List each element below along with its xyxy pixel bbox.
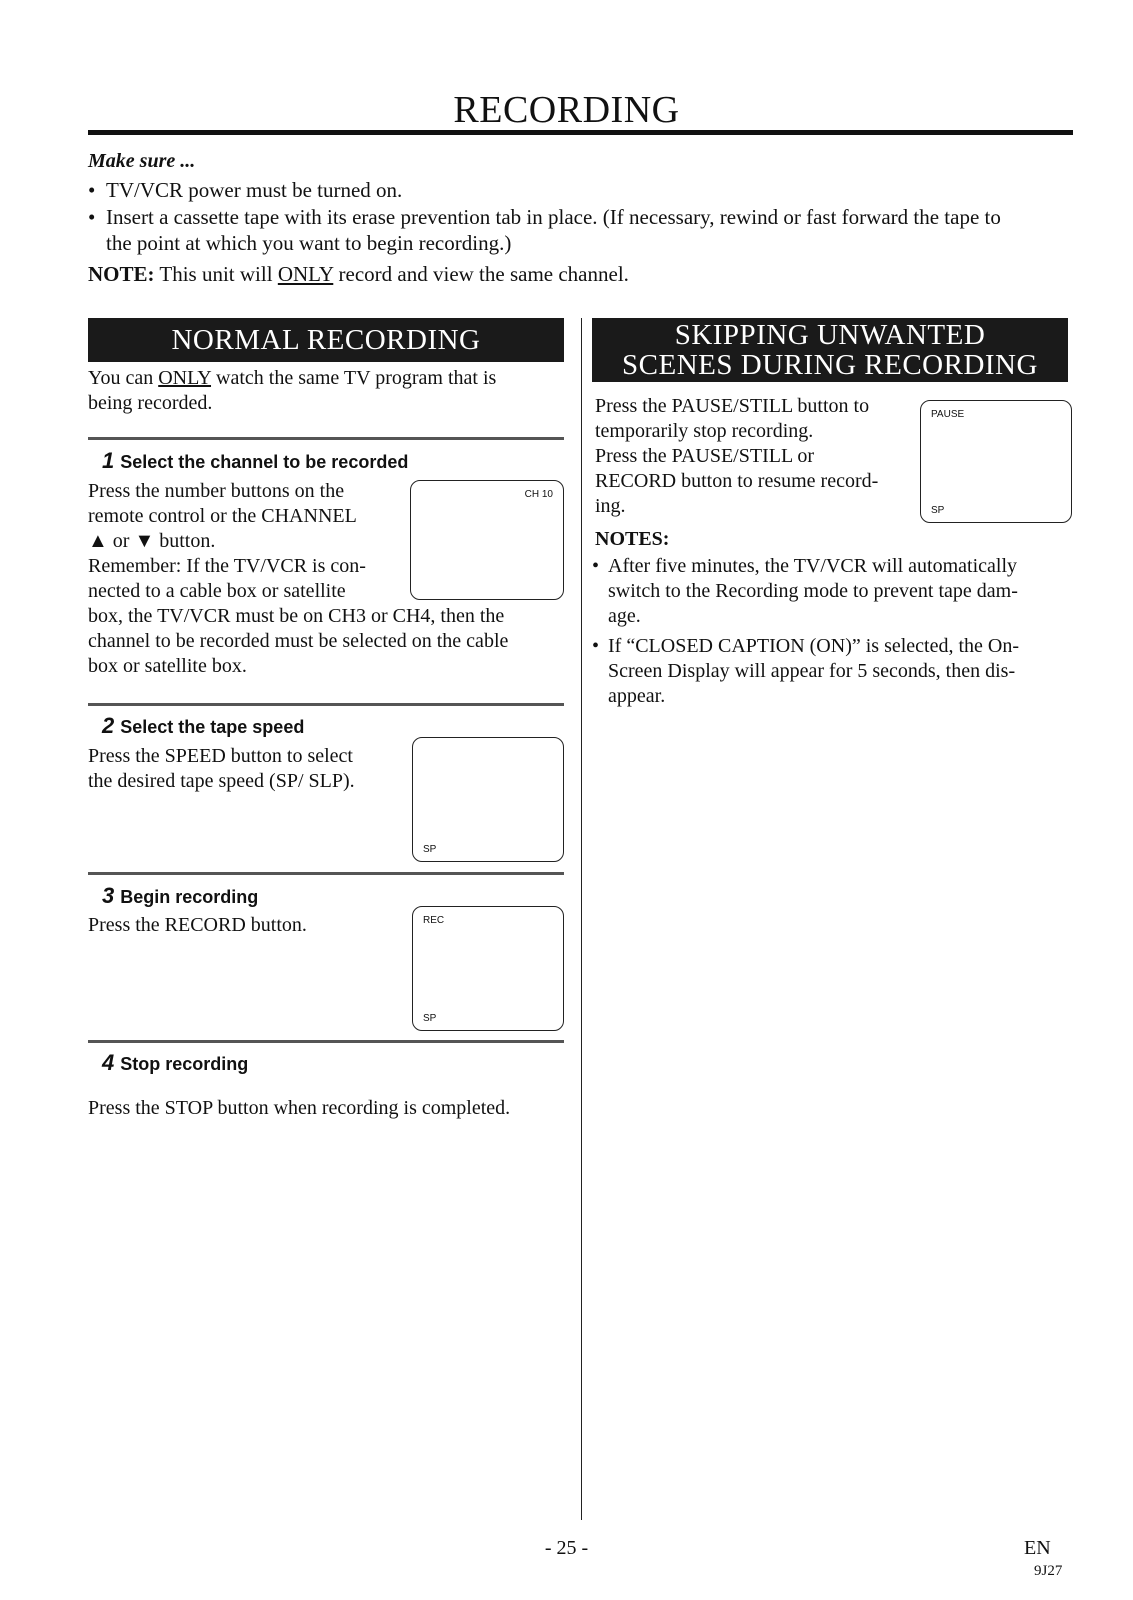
document-code: 9J27 <box>1034 1563 1063 1579</box>
step-text: nected to a cable box or satellite <box>88 580 346 602</box>
osd-rec-label: REC <box>423 915 445 926</box>
step-text: Press the number buttons on the <box>88 480 345 502</box>
step-divider <box>88 872 564 875</box>
prereq-bullet-cassette <box>88 204 1073 256</box>
normal-recording-banner: NORMAL RECORDING <box>88 318 564 362</box>
step-text: channel to be recorded must be selected on the cable <box>88 630 509 652</box>
step-number: 2 <box>102 713 115 738</box>
skipping-instructions <box>595 394 915 519</box>
note-item-closed-caption <box>592 634 1073 709</box>
step-text: box or satellite box. <box>88 655 247 677</box>
step-title: Select the tape speed <box>120 717 305 737</box>
step-number: 1 <box>102 448 115 473</box>
step-text: the desired tape speed (SP/ SLP). <box>88 770 355 792</box>
osd-channel-label: CH 10 <box>524 489 553 500</box>
step-3-instructions <box>88 913 408 938</box>
bullet-dot: • <box>88 178 96 202</box>
step-divider <box>88 437 564 440</box>
step-text: ▲ or ▼ button. <box>88 530 216 552</box>
intro-text: You can <box>88 367 154 389</box>
intro-emphasis: ONLY <box>158 367 212 389</box>
osd-speed-label: SP <box>423 1013 437 1024</box>
step-text: box, the TV/VCR must be on CH3 or CH4, then the <box>88 605 505 627</box>
note-text: This unit will <box>159 262 273 286</box>
note-text: age. <box>608 605 641 627</box>
step-text: remote control or the CHANNEL <box>88 505 357 527</box>
screen-display-speed <box>412 737 564 862</box>
skip-text: Press the PAUSE/STILL button to <box>595 395 870 417</box>
bullet-dot: • <box>592 635 600 657</box>
skip-text: temporarily stop recording. <box>595 420 814 442</box>
intro-text: watch the same TV program that is <box>216 367 497 389</box>
title-rule <box>88 130 1073 135</box>
step-text: Press the STOP button when recording is completed. <box>88 1097 511 1119</box>
bullet-dot: • <box>592 555 600 577</box>
note-text: If “CLOSED CAPTION (ON)” is selected, the On- <box>608 635 1020 657</box>
skip-text: Press the PAUSE/STILL or <box>595 445 815 467</box>
step-2-instructions <box>88 744 408 794</box>
step-number: 4 <box>102 1050 115 1075</box>
normal-recording-intro <box>88 366 564 416</box>
step-text: Press the SPEED button to select <box>88 745 353 767</box>
step-divider <box>88 1040 564 1043</box>
step-2-heading <box>102 713 304 739</box>
bullet-text-continued: the point at which you want to begin recording.) <box>106 231 512 255</box>
column-divider <box>581 318 582 1520</box>
step-number: 3 <box>102 883 115 908</box>
note-text: After five minutes, the TV/VCR will automatically <box>608 555 1017 577</box>
osd-pause-label: PAUSE <box>931 409 965 420</box>
channel-note <box>88 262 629 287</box>
step-divider <box>88 703 564 706</box>
bullet-text: TV/VCR power must be turned on. <box>106 178 403 202</box>
osd-speed-label: SP <box>423 844 437 855</box>
page-number: - 25 - <box>544 1537 589 1559</box>
step-3-heading <box>102 883 258 909</box>
note-text: record and view the same channel. <box>338 262 629 286</box>
bullet-dot: • <box>88 205 96 229</box>
make-sure-label: Make sure ... <box>88 150 196 172</box>
skip-text: RECORD button to resume record- <box>595 470 879 492</box>
screen-display-pause <box>920 400 1072 523</box>
note-label: NOTE: <box>88 262 155 286</box>
screen-display-record <box>412 906 564 1031</box>
screen-display-channel <box>410 480 564 600</box>
bullet-text: Insert a cassette tape with its erase prevention tab in place. (If necessary, rewind or fast forward the tape to <box>106 205 1001 229</box>
skip-text: ing. <box>595 495 626 517</box>
prereq-bullet-power <box>88 177 1073 203</box>
note-text: Screen Display will appear for 5 seconds, then dis- <box>608 660 1016 682</box>
osd-speed-label: SP <box>931 505 945 516</box>
note-item-auto-record <box>592 554 1073 629</box>
skipping-scenes-banner <box>592 318 1068 382</box>
step-title: Begin recording <box>120 887 259 907</box>
page-title: RECORDING <box>453 89 680 131</box>
banner-line: SCENES DURING RECORDING <box>622 349 1038 381</box>
note-text: appear. <box>608 685 666 707</box>
note-text: switch to the Recording mode to prevent tape dam- <box>608 580 1018 602</box>
step-title: Stop recording <box>120 1054 249 1074</box>
notes-label: NOTES: <box>595 528 670 550</box>
step-title: Select the channel to be recorded <box>120 452 409 472</box>
banner-line: SKIPPING UNWANTED <box>674 319 986 351</box>
language-code: EN <box>1024 1537 1051 1559</box>
note-emphasis: ONLY <box>277 262 334 286</box>
step-text: Remember: If the TV/VCR is con- <box>88 555 366 577</box>
step-text: Press the RECORD button. <box>88 914 307 936</box>
intro-text: being recorded. <box>88 392 213 414</box>
step-1-heading <box>102 448 408 474</box>
step-4-instructions <box>88 1096 564 1121</box>
step-4-heading <box>102 1050 248 1076</box>
